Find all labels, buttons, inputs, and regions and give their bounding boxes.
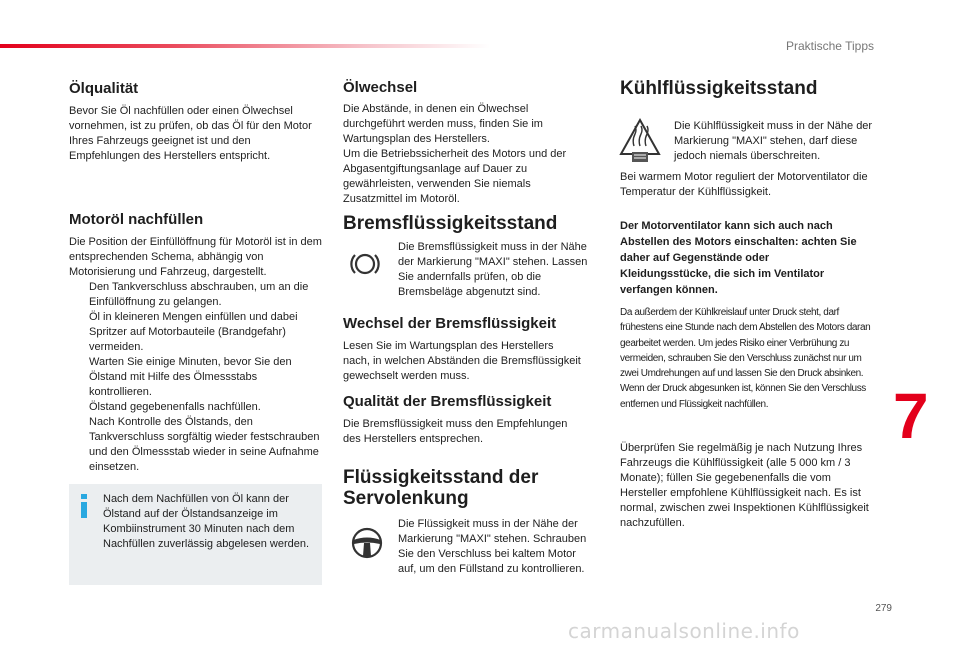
brake-fluid-icon [347, 246, 383, 282]
coolant-check-text: Überprüfen Sie regelmäßig je nach Nutzung Ihres Fahrzeugs die Kühlflüssigkeit (alle 5 000 km / 3 Monate); füllen Sie gegebenenfalls die vom Hersteller empfohlene Kühlflüssigkeit nach. Es ist normal, zwischen zwei Inspektionen Kühlflüssigkeit nachzufüllen. [620, 442, 869, 529]
oil-change-heading: Ölwechsel [343, 79, 418, 96]
info-box [69, 484, 322, 585]
page-number: 279 [875, 603, 892, 614]
list-item: Warten Sie einige Minuten, bevor Sie den Ölstand mit Hilfe des Ölmessstabs kontrollieren. [89, 356, 292, 398]
oil-quality-heading: Ölqualität [69, 80, 139, 97]
list-item: Öl in kleineren Mengen einfüllen und dabei Spritzer auf Motorbauteile (Brandgefahr) vermeiden. [89, 311, 298, 353]
power-steering-heading [343, 467, 583, 509]
oil-refill-section [69, 211, 322, 475]
list-item: Den Tankverschluss abschrauben, um an die Einfüllöffnung zu gelangen. [89, 281, 309, 308]
coolant-fan-text: Bei warmem Motor reguliert der Motorventilator die Temperatur der Kühlflüssigkeit. [620, 171, 868, 198]
oil-quality-section [69, 80, 322, 164]
oil-change-text-1: Die Abstände, in denen ein Ölwechsel durchgeführt werden muss, finden Sie im Wartungsplan des Herstellers. [343, 103, 543, 145]
power-steering-heading-line-1: Flüssigkeitsstand der [343, 467, 539, 488]
section-title: Praktische Tipps [785, 39, 874, 53]
power-steering-heading-line-2: Servolenkung [343, 488, 469, 509]
coolant-level-heading: Kühlflüssigkeitsstand [620, 78, 818, 99]
oil-refill-heading: Motoröl nachfüllen [69, 211, 204, 228]
power-steering-text: Die Flüssigkeit muss in der Nähe der Markierung "MAXI" stehen. Schrauben Sie den Verschluss bei kaltem Motor auf, um den Füllstand zu kontrollieren. [398, 518, 587, 575]
oil-quality-text: Bevor Sie Öl nachfüllen oder einen Ölwechsel vornehmen, ist zu prüfen, ob das Öl für den Motor Ihres Fahrzeugs geeignet ist und den Empfehlungen des Herstellers entspricht. [69, 105, 312, 162]
brake-fluid-quality-heading: Qualität der Bremsflüssigkeit [343, 393, 552, 410]
chapter-number: 7 [893, 380, 929, 452]
brake-fluid-level-heading: Bremsflüssigkeitsstand [343, 213, 558, 234]
brake-fluid-level-text: Die Bremsflüssigkeit muss in der Nähe der Markierung "MAXI" stehen. Lassen Sie andernfalls prüfen, ob die Bremsbeläge abgenutzt sind. [398, 241, 588, 298]
brake-fluid-change-text: Lesen Sie im Wartungsplan des Herstellers nach, in welchen Abständen die Bremsflüssigkeit gewechselt werden muss. [343, 340, 581, 382]
oil-change-text-2: Um die Betriebssicherheit des Motors und der Abgasentgiftungsanlage auf Dauer zu gewährleisten, verwenden Sie niemals Zusatzmittel im Motoröl. [343, 148, 567, 205]
brake-fluid-change-section [343, 315, 583, 384]
list-item: Ölstand gegebenenfalls nachfüllen. [89, 401, 261, 413]
pressure-warning-text: Da außerdem der Kühlkreislauf unter Druck steht, darf frühestens eine Stunde nach dem Abstellen des Motors daran gearbeitet werden. Um jedes Risiko einer Verbrühung zu vermeiden, schrauben Sie den Verschluss zunächst nur um zwei Umdrehungen auf und lassen Sie den Druck absinken. Wenn der Druck abgesunken ist, können Sie den Verschluss entfernen und Flüssigkeit nachfüllen. [620, 307, 871, 410]
fan-warning-text: Der Motorventilator kann sich auch nach Abstellen des Motors einschalten: achten Sie daher auf Gegenstände oder Kleidungsstücke, die sich im Ventilator verfangen können. [620, 220, 857, 296]
info-text: Nach dem Nachfüllen von Öl kann der Ölstand auf der Ölstandsanzeige im Kombiinstrument 30 Minuten nach dem Nachfüllen zuverlässig abgelesen werden. [103, 493, 310, 550]
list-item: Nach Kontrolle des Ölstands, den Tankverschluss sorgfältig wieder festschrauben und den Ölmessstab wieder in seine Aufnahme einsetzen. [89, 416, 320, 473]
oil-refill-steps [69, 280, 322, 475]
brake-fluid-quality-text: Die Bremsflüssigkeit muss den Empfehlungen des Herstellers entsprechen. [343, 418, 568, 445]
info-icon [80, 494, 88, 518]
coolant-level-icon-text: Die Kühlflüssigkeit muss in der Nähe der Markierung "MAXI" stehen, darf diese jedoch niemals überschreiten. [674, 120, 873, 162]
hot-coolant-warning-icon [618, 116, 662, 164]
oil-change-section [343, 79, 573, 207]
header-accent-line [0, 44, 490, 48]
brake-fluid-change-heading: Wechsel der Bremsflüssigkeit [343, 315, 557, 332]
watermark: carmanualsonline.info [568, 619, 800, 643]
oil-refill-intro: Die Position der Einfüllöffnung für Motoröl ist in dem entsprechenden Schema, abhängig von Motorisierung und Fahrzeug, dargestellt. [69, 236, 322, 278]
steering-wheel-icon [349, 525, 385, 561]
brake-fluid-quality-section [343, 393, 583, 447]
